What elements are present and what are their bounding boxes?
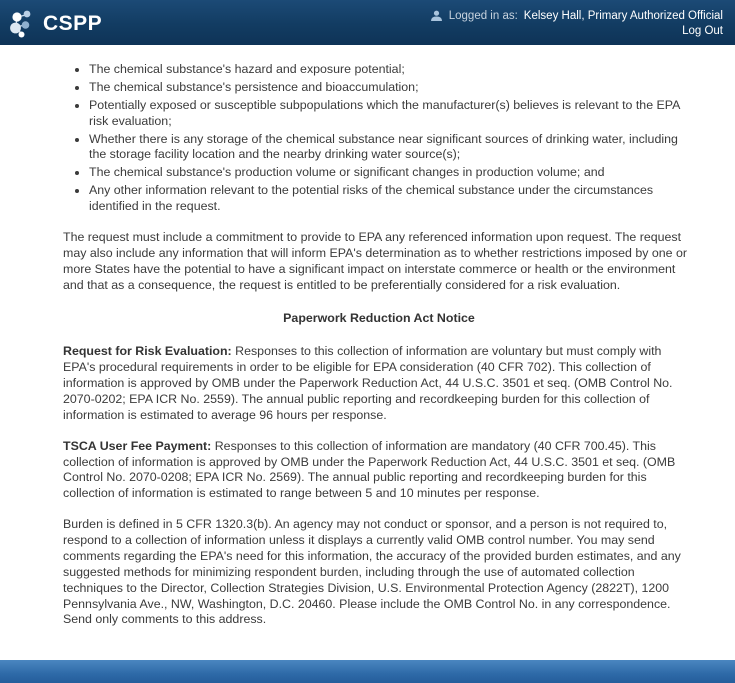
request-commitment-paragraph: The request must include a commitment to provide to EPA any referenced information upon request. The request may also include any information that will inform EPA's determination as to whether restrictions imposed by one or more States have the potential to have a significant impact on interstate commerce or health or the environment and that as a consequence, the request is entitled to be preferentially considered for a risk evaluation.	[63, 229, 688, 292]
list-item: • The chemical substance's production volume or significant changes in production volume; and	[89, 165, 695, 181]
logout-link[interactable]: Log Out	[682, 24, 723, 37]
main-content	[0, 45, 735, 660]
list-item: • Any other information relevant to the potential risks of the chemical substance under the circumstances identified in the request.	[89, 183, 695, 215]
risk-evaluation-text: Responses to this collection of information are voluntary but must comply with EPA's procedural requirements in order to be eligible for EPA consideration (40 CFR 702). This collection of information is approved by OMB under the Paperwork Reduction Act, 44 U.S.C. 3501 et seq. (OMB Control No. 2070-0202; EPA ICR No. 2559). The annual public reporting and recordkeeping burden for this collection of information is estimated to average 96 hours per response.	[63, 344, 673, 422]
list-item: • Whether there is any storage of the chemical substance near significant sources of drinking water, including the storage facility location and the nearby drinking water source(s);	[89, 132, 695, 164]
tsca-user-fee-label: TSCA User Fee Payment:	[63, 438, 212, 453]
tsca-user-fee-text: Responses to this collection of information are mandatory (40 CFR 700.45). This collection of information is approved by OMB under the Paperwork Reduction Act, 44 U.S.C. 3501 et seq. (OMB Control No. 2070-0208; EPA ICR No. 2569). The annual public reporting and recordkeeping burden for this collection of information is estimated to range between 5 and 10 minutes per response.	[63, 438, 676, 501]
logo-text: CSPP	[43, 11, 103, 35]
user-name: Kelsey Hall, Primary Authorized Official	[523, 9, 723, 22]
burden-paragraph: Burden is defined in 5 CFR 1320.3(b). An agency may not conduct or sponsor, and a person is not required to, respond to a collection of information unless it displays a currently valid OMB control number. You may send comments regarding the EPA's need for this information, the accuracy of the provided burden estimates, and any suggested methods for minimizing respondent burden, including through the use of automated collection techniques to the Director, Collection Strategies Division, U.S. Environmental Protection Agency (2822T), 1200 Pennsylvania Ave., NW, Washington, D.C. 20460. Please include the OMB Control No. in any correspondence. Send only comments to this address.	[63, 517, 681, 627]
molecule-icon	[8, 7, 38, 41]
page-footer	[0, 660, 735, 683]
risk-evaluation-label: Request for Risk Evaluation:	[63, 344, 232, 359]
list-item: • The chemical substance's persistence and bioaccumulation;	[89, 80, 695, 96]
paperwork-reduction-act-title: Paperwork Reduction Act Notice	[283, 311, 475, 326]
logged-in-label: Logged in as:	[448, 9, 518, 22]
person-icon	[430, 10, 443, 22]
criteria-bullet-list	[63, 62, 695, 215]
app-header	[0, 0, 735, 45]
login-status	[430, 10, 723, 22]
tsca-user-fee-paragraph	[63, 439, 695, 503]
list-item: • Potentially exposed or susceptible subpopulations which the manufacturer(s) believes is relevant to the EPA risk evaluation;	[89, 98, 695, 130]
risk-evaluation-paragraph	[63, 344, 695, 423]
user-area	[430, 0, 723, 45]
list-item: • The chemical substance's hazard and exposure potential;	[89, 62, 695, 78]
app-logo	[8, 0, 102, 45]
